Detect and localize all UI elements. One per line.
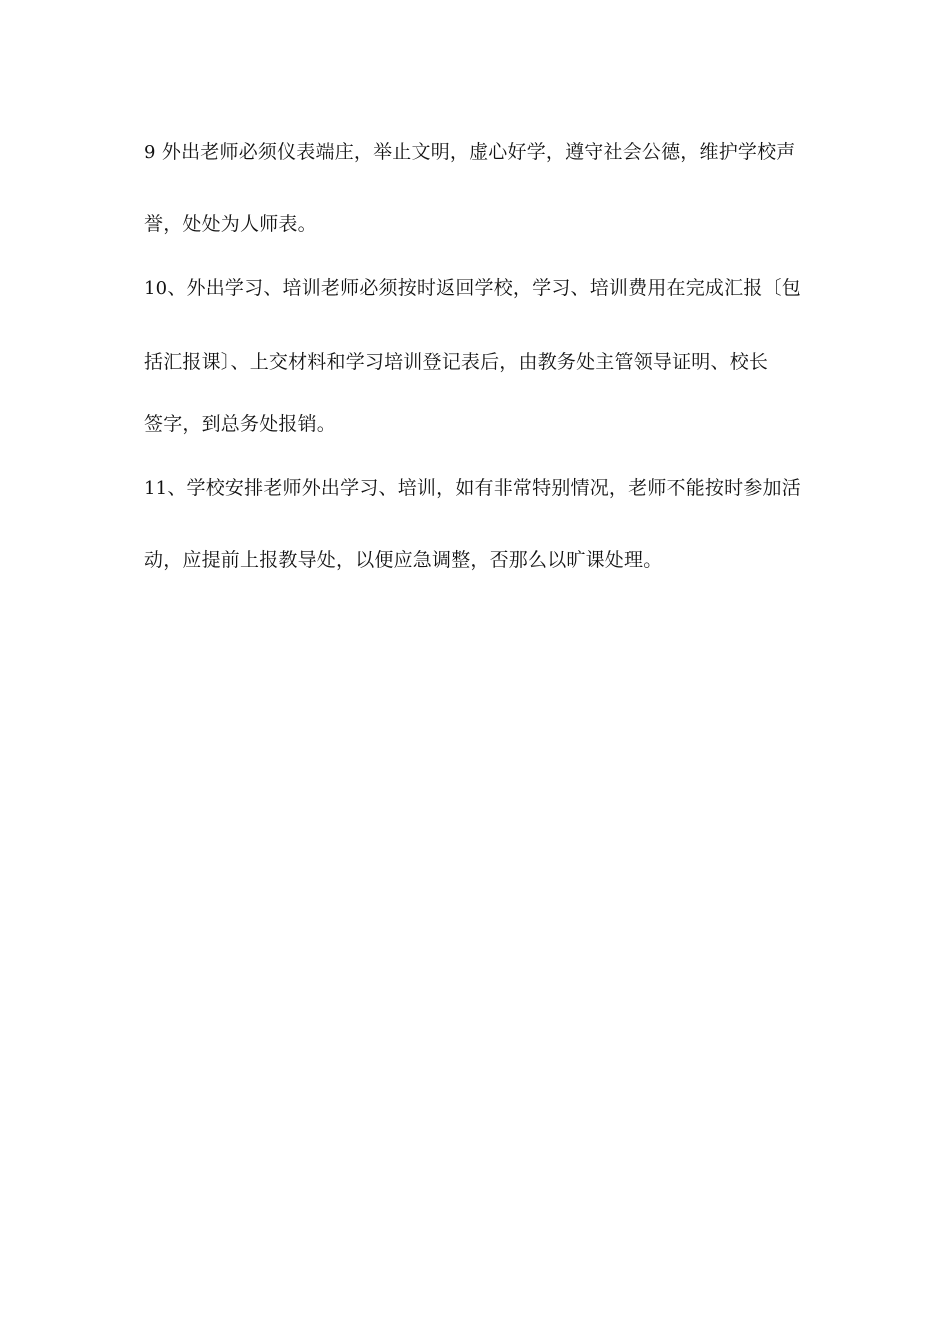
item-11-line-1 (144, 476, 801, 501)
item-9-line-2: 誉，处处为人师表。 (144, 213, 317, 235)
item-9-number: 9 (144, 142, 156, 163)
item-10-line-3: 签字，到总务处报销。 (144, 413, 337, 435)
item-11-line-2: 动，应提前上报教导处，以便应急调整，否那么以旷课处理。 (144, 549, 663, 571)
item-10-text-1: 、外出学习、培训老师必须按时返回学校，学习、培训费用在完成汇报〔包 (167, 277, 801, 299)
item-9-line-1 (144, 140, 796, 165)
item-10-line-2: 括汇报课〕、上交材料和学习培训登记表后，由教务处主管领导证明、校长 (144, 351, 769, 373)
item-10-number: 10 (144, 278, 168, 299)
item-11-text-1: 、学校安排老师外出学习、培训，如有非常特别情况，老师不能按时参加活 (167, 477, 801, 499)
item-10-line-1 (144, 276, 801, 301)
item-9-text-1: 外出老师必须仪表端庄，举止文明，虚心好学，遵守社会公德，维护学校声 (161, 141, 796, 163)
item-11-number: 11 (144, 478, 168, 499)
